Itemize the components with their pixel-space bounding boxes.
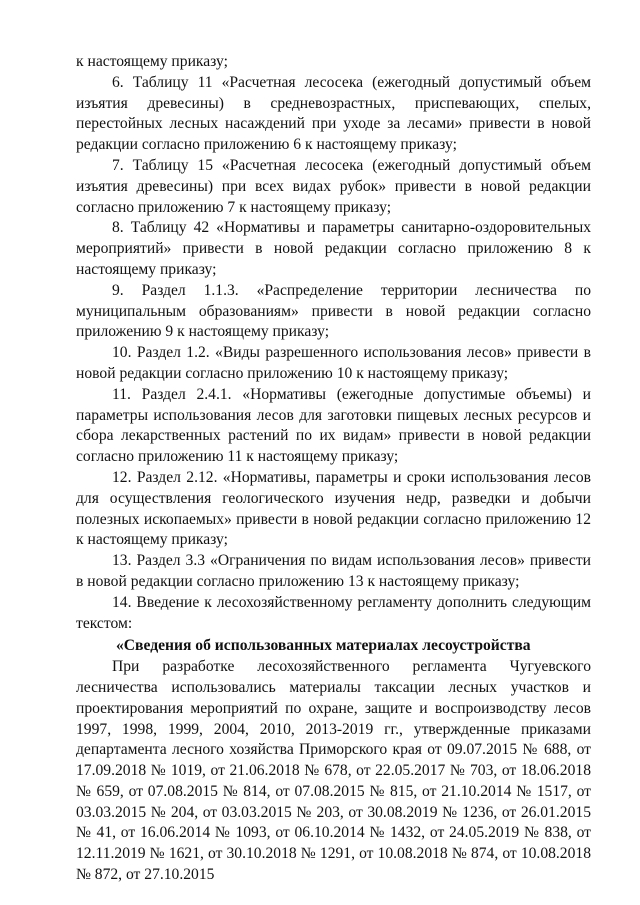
- paragraph-item-13: 13. Раздел 3.3 «Ограничения по видам использования лесов» привести в новой редакции согласно приложению 13 к настоящему приказу;: [76, 552, 591, 590]
- document-page: [76, 52, 591, 886]
- paragraph-item-11: 11. Раздел 2.4.1. «Нормативы (ежегодные допустимые объемы) и параметры использования лесов для заготовки пищевых лесных ресурсов и сбора лекарственных растений по их видам» привести в новой редакции согласно приложению 11 к настоящему приказу;: [76, 385, 591, 466]
- paragraph-item-14: 14. Введение к лесохозяйственному регламенту дополнить следующим текстом:: [76, 593, 591, 632]
- paragraph-item-10: 10. Раздел 1.2. «Виды разрешенного использования лесов» привести в новой редакции согласно приложению 10 к настоящему приказу;: [76, 344, 591, 382]
- paragraph-item-6: 6. Таблицу 11 «Расчетная лесосека (ежегодный допустимый объем изъятия древесины) в средневозрастных, приспевающих, спелых, перестойных лесных насаждений при уходе за лесами» привести в новой редакции согласно приложению 6 к настоящему приказу;: [76, 73, 591, 154]
- paragraph-item-7: 7. Таблицу 15 «Расчетная лесосека (ежегодный допустимый объем изъятия древесины) при всех видах рубок» привести в новой редакции согласно приложению 7 к настоящему приказу;: [76, 156, 591, 216]
- paragraph-continuation: к настоящему приказу;: [76, 53, 228, 70]
- paragraph-item-9: 9. Раздел 1.1.3. «Распределение территории лесничества по муниципальным образованиям» привести в новой редакции согласно приложению 9 к настоящему приказу;: [76, 281, 591, 341]
- paragraph-body: При разработке лесохозяйственного регламента Чугуевского лесничества использовались материалы таксации лесных участков и проектирования мероприятий по охране, защите и воспроизводству лесов 1997, 1998, 1999, 2004, 2010, 2013-2019 гг., утвержденные приказами департамента лесного хозяйства Приморского края от 09.07.2015 № 688, от 17.09.2018 № 1019, от 21.06.2018 № 678, от 22.05.2017 № 703, от 18.06.2018 № 659, от 07.08.2015 № 814, от 07.08.2015 № 815, от 21.10.2014 № 1517, от 03.03.2015 № 204, от 03.03.2015 № 203, от 30.08.2019 № 1236, от 26.01.2015 № 41, от 16.06.2014 № 1093, от 06.10.2014 № 1432, от 24.05.2019 № 838, от 12.11.2019 № 1621, от 30.10.2018 № 1291, от 10.08.2018 № 874, от 10.08.2018 № 872, от 27.10.2015: [76, 658, 591, 884]
- paragraph-item-8: 8. Таблицу 42 «Нормативы и параметры санитарно-оздоровительных мероприятий» привести в новой редакции согласно приложению 8 к настоящему приказу;: [76, 219, 591, 278]
- paragraph-item-12: 12. Раздел 2.12. «Нормативы, параметры и сроки использования лесов для осуществления геологического изучения недр, разведки и добычи полезных ископаемых» привести в новой редакции согласно приложению 12 к настоящему приказу;: [76, 468, 591, 549]
- section-heading: «Сведения об использованных материалах лесоустройства: [116, 637, 531, 655]
